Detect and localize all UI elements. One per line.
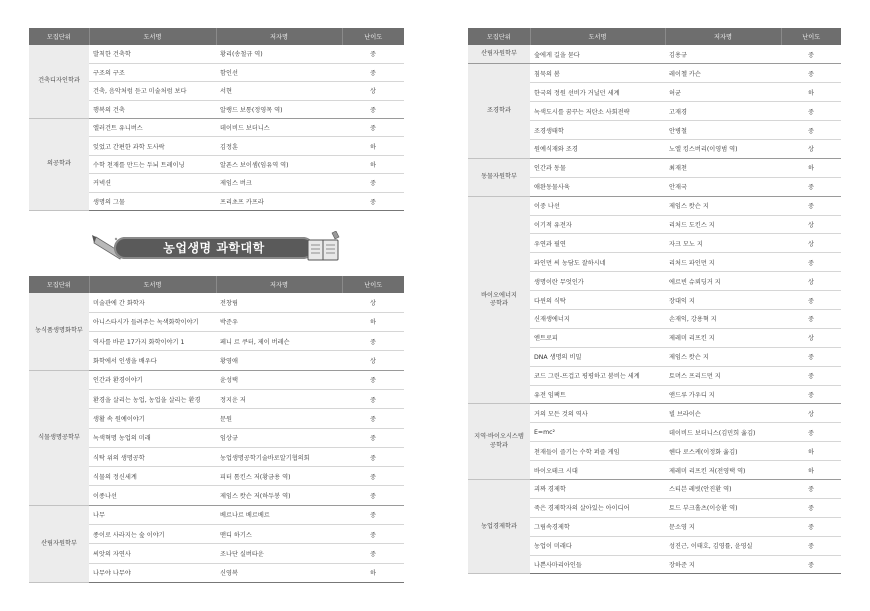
author-cell: 신영복 (216, 563, 342, 582)
author-cell: 황리(송철규 역) (216, 45, 342, 63)
author-cell: 성진근, 이태호, 김영률, 윤영실 (665, 536, 781, 555)
book-title-cell: 천재들이 즐기는 수학 퍼즐 게임 (530, 442, 665, 461)
author-cell: 장하준 지 (665, 555, 781, 574)
level-cell: 중 (342, 505, 404, 524)
level-cell: 중 (342, 45, 404, 63)
author-cell: 베르나르 베르베르 (216, 505, 342, 524)
level-cell: 중 (342, 486, 404, 505)
book-title-cell: 식물의 정신세계 (89, 467, 216, 486)
level-cell: 하 (781, 158, 841, 177)
book-table-agricultural-life-science-continued (468, 28, 841, 574)
table-row (468, 158, 841, 177)
level-cell: 하 (342, 563, 404, 582)
header-title: 도서명 (89, 276, 216, 293)
author-cell: 조나단 실버타운 (216, 544, 342, 563)
book-title-cell: 생명이란 무엇인가 (530, 272, 665, 291)
book-title-cell: DNA 생명의 비밀 (530, 347, 665, 366)
table-header-row (468, 28, 841, 45)
dept-cell: 동물자원학부 (468, 158, 530, 196)
author-cell: 정지운 저 (216, 389, 342, 408)
book-title-cell: 바이오테크 시대 (530, 461, 665, 480)
author-cell: 문소영 지 (665, 517, 781, 536)
level-cell: 중 (781, 423, 841, 442)
table-row (29, 370, 404, 389)
author-cell: 함인선 (216, 63, 342, 81)
level-cell: 상 (781, 328, 841, 347)
table-row (29, 119, 404, 137)
dept-cell: 농식품생명화학부 (29, 293, 89, 370)
book-title-cell: 나무야 나무야 (89, 563, 216, 582)
author-cell: 제임스 버크 (216, 174, 342, 192)
level-cell: 상 (781, 139, 841, 158)
book-title-cell: 숲에게 길을 묻다 (530, 45, 665, 64)
book-title-cell: 엔트로피 (530, 328, 665, 347)
table-row (29, 505, 404, 524)
author-cell: 김정훈 (216, 137, 342, 155)
book-title-cell: 생활 속 원예이야기 (89, 409, 216, 428)
book-title-cell: 발칙한 건축학 (89, 45, 216, 63)
author-cell: 허균 (665, 83, 781, 102)
book-title-cell: 거의 모든 것의 역사 (530, 404, 665, 423)
author-cell: 리처드 도킨스 지 (665, 215, 781, 234)
level-cell: 하 (781, 442, 841, 461)
dept-cell: 바이오에너지 공학과 (468, 196, 530, 404)
author-cell: 데이비드 보더니스 (216, 119, 342, 137)
book-title-cell: 죽은 경제학자의 살아있는 아이디어 (530, 498, 665, 517)
book-title-cell: 한국의 정원 선비가 거닐던 세계 (530, 83, 665, 102)
level-cell: 하 (781, 461, 841, 480)
book-title-cell: 인간과 동물 (530, 158, 665, 177)
college-title: 농업생명 과학대학 (163, 241, 265, 255)
author-cell: 농업생명공학기술바로알기협의회 (216, 447, 342, 466)
table-row (29, 45, 404, 63)
table-row (468, 479, 841, 498)
book-title-cell: 파인먼 씨 농담도 잘하시네 (530, 253, 665, 272)
book-title-cell: 그림속경제학 (530, 517, 665, 536)
level-cell: 중 (781, 253, 841, 272)
table-header-row (29, 276, 404, 293)
book-title-cell: 인간과 환경이야기 (89, 370, 216, 389)
header-level: 난이도 (781, 28, 841, 45)
level-cell: 중 (781, 64, 841, 83)
book-title-cell: 이기적 유전자 (530, 215, 665, 234)
book-title-cell: 커넥션 (89, 174, 216, 192)
level-cell: 중 (342, 544, 404, 563)
header-dept: 모집단위 (468, 28, 530, 45)
level-cell: 중 (781, 555, 841, 574)
dept-cell: 조경학과 (468, 64, 530, 158)
author-cell: 장대익 지 (665, 291, 781, 310)
table-row (468, 45, 841, 64)
level-cell: 하 (781, 83, 841, 102)
level-cell: 하 (342, 312, 404, 331)
author-cell: 맨디 하기스 (216, 525, 342, 544)
book-title-cell: 구조의 구조 (89, 63, 216, 81)
author-cell: 헨다 로스케(이정화 옮김) (665, 442, 781, 461)
level-cell: 상 (781, 215, 841, 234)
table-header-row (29, 28, 404, 45)
level-cell: 중 (781, 121, 841, 140)
author-cell: 안병철 (665, 121, 781, 140)
book-title-cell: 미술관에 간 화학자 (89, 293, 216, 312)
level-cell: 중 (342, 192, 404, 210)
level-cell: 중 (781, 177, 841, 196)
author-cell: 토머스 프리드먼 지 (665, 366, 781, 385)
level-cell: 상 (342, 82, 404, 100)
book-title-cell: 조경생태학 (530, 121, 665, 140)
level-cell: 하 (342, 155, 404, 173)
author-cell: 윤성택 (216, 370, 342, 389)
author-cell: 서현 (216, 82, 342, 100)
author-cell: 토드 부크홀츠(이승환 역) (665, 498, 781, 517)
author-cell: 박준우 (216, 312, 342, 331)
level-cell: 중 (781, 196, 841, 215)
author-cell: 알랭드 보통(정영목 역) (216, 100, 342, 118)
book-title-cell: 나쁜사마리아인들 (530, 555, 665, 574)
author-cell: 전창림 (216, 293, 342, 312)
author-cell: 제레미 리프킨 저(전영택 역) (665, 461, 781, 480)
book-title-cell: 식탁 위의 생명공학 (89, 447, 216, 466)
author-cell: 황영애 (216, 351, 342, 370)
author-cell: 제임스 왓슨 저(하두봉 역) (216, 486, 342, 505)
dept-cell: 산림자원학부 (29, 505, 89, 582)
book-table-architecture-biomedical (29, 28, 404, 211)
level-cell: 중 (342, 332, 404, 351)
book-title-cell: 녹색도시를 꿈꾸는 저탄소 사회전략 (530, 102, 665, 121)
book-title-cell: 건축, 음악처럼 듣고 미술처럼 보다 (89, 82, 216, 100)
author-cell: 노엘 킹스버리(이영범 역) (665, 139, 781, 158)
dept-cell: 지역·바이오시스템 공학과 (468, 404, 530, 480)
header-level: 난이도 (342, 28, 404, 45)
author-cell: 에르빈 슈뢰딩거 지 (665, 272, 781, 291)
table-row (468, 404, 841, 423)
level-cell: 중 (342, 370, 404, 389)
book-title-cell: 원예식재와 조경 (530, 139, 665, 158)
level-cell: 하 (342, 137, 404, 155)
book-title-cell: 엘러건트 유니버스 (89, 119, 216, 137)
level-cell: 중 (342, 100, 404, 118)
level-cell: 중 (342, 174, 404, 192)
dept-cell: 건축디자인학과 (29, 45, 89, 119)
level-cell: 중 (781, 102, 841, 121)
level-cell: 중 (781, 536, 841, 555)
book-title-cell: 역사를 바꾼 17가지 화학이야기 1 (89, 332, 216, 351)
author-cell: 최재천 (665, 158, 781, 177)
header-title: 도서명 (530, 28, 665, 45)
book-title-cell: 이중 나선 (530, 196, 665, 215)
book-title-cell: 수학 천재를 만드는 두뇌 트레이닝 (89, 155, 216, 173)
level-cell: 중 (342, 447, 404, 466)
book-table-agricultural-life-science (29, 276, 404, 583)
dept-cell: 농업경제학과 (468, 479, 530, 573)
open-book-icon (306, 231, 342, 263)
level-cell: 중 (781, 291, 841, 310)
header-author: 저자명 (665, 28, 781, 45)
author-cell: 빌 브라이슨 (665, 404, 781, 423)
book-title-cell: 괴짜 경제학 (530, 479, 665, 498)
level-cell: 상 (781, 234, 841, 253)
book-title-cell: 코드 그린-뜨겁고 평평하고 붐비는 세계 (530, 366, 665, 385)
table-row (468, 196, 841, 215)
book-title-cell: 잊었고 간편한 과학 도사락 (89, 137, 216, 155)
level-cell: 상 (342, 351, 404, 370)
header-dept: 모집단위 (29, 276, 89, 293)
book-title-cell: 우연과 필연 (530, 234, 665, 253)
college-banner (92, 231, 342, 265)
author-cell: 김용규 (665, 45, 781, 64)
book-title-cell: 녹색혁명 농업의 미래 (89, 428, 216, 447)
level-cell: 중 (342, 119, 404, 137)
level-cell: 중 (781, 366, 841, 385)
header-level: 난이도 (342, 276, 404, 293)
author-cell: 제레미 리프킨 지 (665, 328, 781, 347)
book-title-cell: 환경을 살리는 농업, 농업을 살리는 환경 (89, 389, 216, 408)
level-cell: 중 (781, 309, 841, 328)
book-title-cell: 신재생에너지 (530, 309, 665, 328)
author-cell: 자크 모노 지 (665, 234, 781, 253)
book-title-cell: 유전 임팩트 (530, 385, 665, 404)
header-dept: 모집단위 (29, 28, 89, 45)
author-cell: 레이첼 카슨 (665, 64, 781, 83)
book-title-cell: 행복의 건축 (89, 100, 216, 118)
author-cell: 손재익, 강용혁 지 (665, 309, 781, 328)
book-title-cell: 애완동물사육 (530, 177, 665, 196)
book-title-cell: E=mc² (530, 423, 665, 442)
level-cell: 중 (342, 428, 404, 447)
level-cell: 중 (781, 498, 841, 517)
level-cell: 중 (342, 389, 404, 408)
level-cell: 상 (781, 404, 841, 423)
dept-cell: 의공학과 (29, 119, 89, 211)
author-cell: 페니 르 쿠터, 제이 버레슨 (216, 332, 342, 351)
book-title-cell: 나무 (89, 505, 216, 524)
author-cell: 제임스 왓슨 지 (665, 196, 781, 215)
level-cell: 상 (342, 293, 404, 312)
book-title-cell: 종이로 사라지는 숲 이야기 (89, 525, 216, 544)
book-title-cell: 씨앗의 자연사 (89, 544, 216, 563)
header-title: 도서명 (89, 28, 216, 45)
author-cell: 피터 톰킨스 저(황금용 역) (216, 467, 342, 486)
author-cell: 데이비드 보더니스(김민희 옮김) (665, 423, 781, 442)
book-title-cell: 아니스타시가 들려주는 녹색화학이야기 (89, 312, 216, 331)
header-author: 저자명 (216, 276, 342, 293)
book-title-cell: 화학에서 인생을 배우다 (89, 351, 216, 370)
dept-cell: 산림자원학부 (468, 45, 530, 64)
level-cell: 중 (781, 479, 841, 498)
header-author: 저자명 (216, 28, 342, 45)
author-cell: 고재경 (665, 102, 781, 121)
level-cell: 중 (781, 517, 841, 536)
author-cell: 프리초프 카프라 (216, 192, 342, 210)
author-cell: 앤드루 가우디 지 (665, 385, 781, 404)
author-cell: 문원 (216, 409, 342, 428)
level-cell: 중 (781, 385, 841, 404)
author-cell: 임상규 (216, 428, 342, 447)
author-cell: 스티븐 레빗(안진환 역) (665, 479, 781, 498)
level-cell: 중 (342, 63, 404, 81)
book-title-cell: 생명의 그물 (89, 192, 216, 210)
table-row (468, 64, 841, 83)
author-cell: 알폰스 보이셈(임유역 역) (216, 155, 342, 173)
author-cell: 리처드 파인먼 지 (665, 253, 781, 272)
level-cell: 중 (342, 525, 404, 544)
author-cell: 제임스 왓슨 지 (665, 347, 781, 366)
level-cell: 중 (342, 467, 404, 486)
dept-cell: 식물생명공학부 (29, 370, 89, 505)
level-cell: 상 (781, 272, 841, 291)
level-cell: 중 (781, 45, 841, 64)
book-title-cell: 이종나선 (89, 486, 216, 505)
level-cell: 중 (342, 409, 404, 428)
book-title-cell: 다윈의 식탁 (530, 291, 665, 310)
book-title-cell: 침묵의 봄 (530, 64, 665, 83)
level-cell: 중 (781, 347, 841, 366)
book-title-cell: 농업이 미래다 (530, 536, 665, 555)
table-row (29, 293, 404, 312)
author-cell: 안재국 (665, 177, 781, 196)
